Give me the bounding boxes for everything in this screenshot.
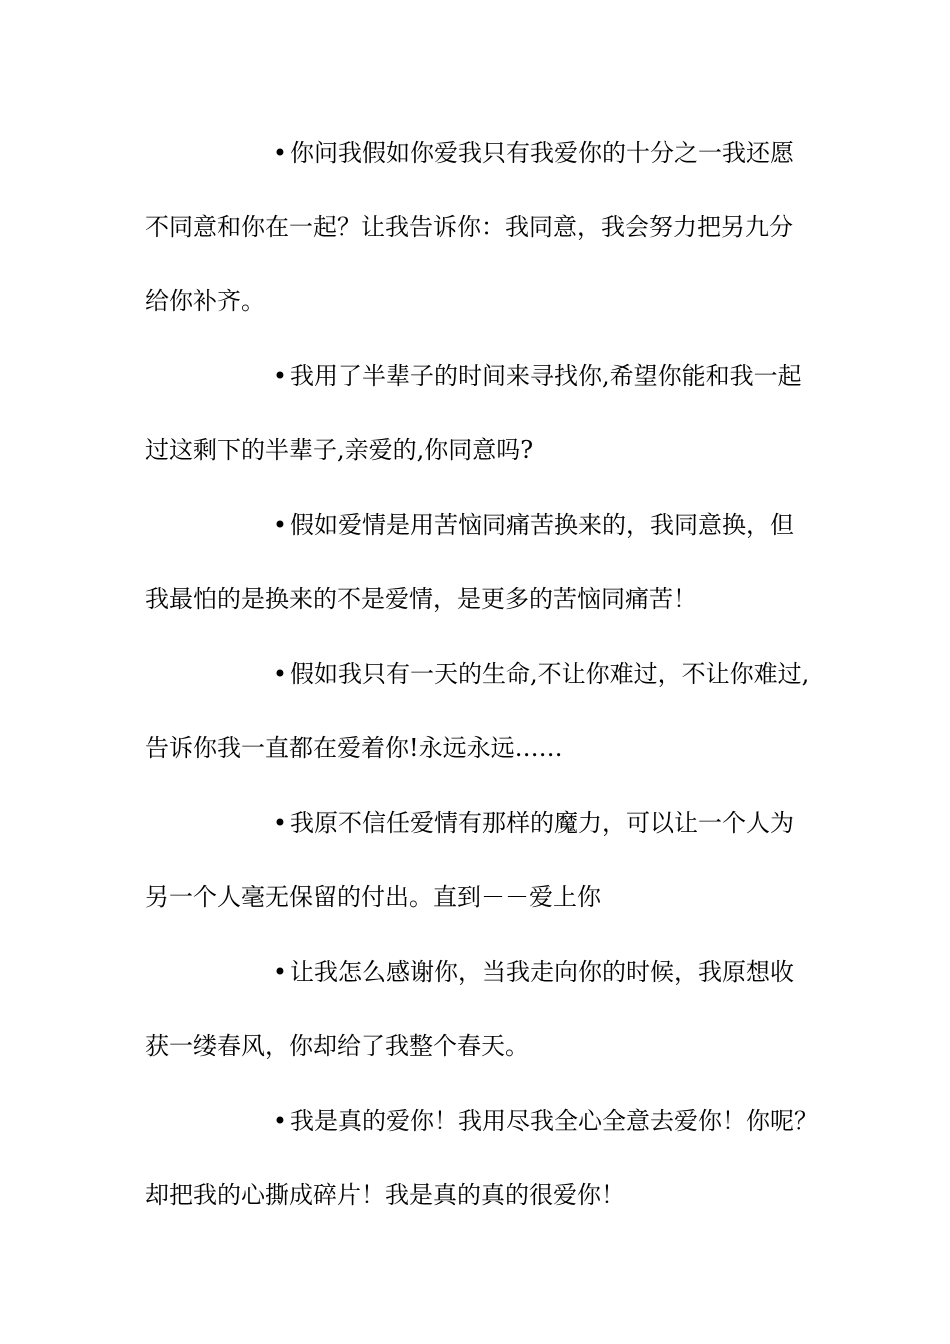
paragraph-5-line-2: 另一个人毫无保留的付出。直到－－爱上你: [145, 883, 601, 911]
bullet-icon: •: [272, 958, 288, 986]
paragraph-6-first-line: [270, 955, 825, 989]
paragraph-1-line-2: 不同意和你在一起？让我告诉你：我同意，我会努力把另九分: [145, 213, 793, 241]
paragraph-text: 你问我假如你爱我只有我爱你的十分之一我还愿: [290, 139, 794, 167]
paragraph-1-first-line: [270, 136, 825, 170]
paragraph-4-line-2: 告诉你我一直都在爱着你!永远永远……: [145, 734, 563, 762]
bullet-icon: •: [272, 362, 288, 390]
bullet-icon: •: [272, 1107, 288, 1135]
paragraph-6-line-2: 获一缕春风，你却给了我整个春天。: [145, 1032, 529, 1060]
bullet-icon: •: [272, 809, 288, 837]
paragraph-5-first-line: [270, 806, 825, 840]
paragraph-7-line-2: 却把我的心撕成碎片！我是真的真的很爱你！: [145, 1181, 625, 1209]
paragraph-text: 假如我只有一天的生命,不让你难过，不让你难过,: [290, 660, 810, 688]
bullet-icon: •: [272, 660, 288, 688]
paragraph-7-first-line: [270, 1104, 825, 1138]
paragraph-text: 我用了半辈子的时间来寻找你,希望你能和我一起: [290, 362, 802, 390]
paragraph-2-line-2: 过这剩下的半辈子,亲爱的,你同意吗?: [145, 436, 534, 464]
paragraph-4-first-line: [270, 657, 825, 691]
bullet-icon: •: [272, 139, 288, 167]
paragraph-3-first-line: [270, 508, 825, 542]
paragraph-text: 我是真的爱你！我用尽我全心全意去爱你！你呢？: [290, 1107, 818, 1135]
paragraph-2-first-line: [270, 359, 825, 393]
paragraph-text: 我原不信任爱情有那样的魔力，可以让一个人为: [290, 809, 794, 837]
paragraph-1-line-3: 给你补齐。: [145, 287, 265, 315]
paragraph-3-line-2: 我最怕的是换来的不是爱情，是更多的苦恼同痛苦！: [145, 585, 697, 613]
paragraph-text: 让我怎么感谢你，当我走向你的时候，我原想收: [290, 958, 794, 986]
paragraph-text: 假如爱情是用苦恼同痛苦换来的，我同意换，但: [290, 511, 794, 539]
bullet-icon: •: [272, 511, 288, 539]
